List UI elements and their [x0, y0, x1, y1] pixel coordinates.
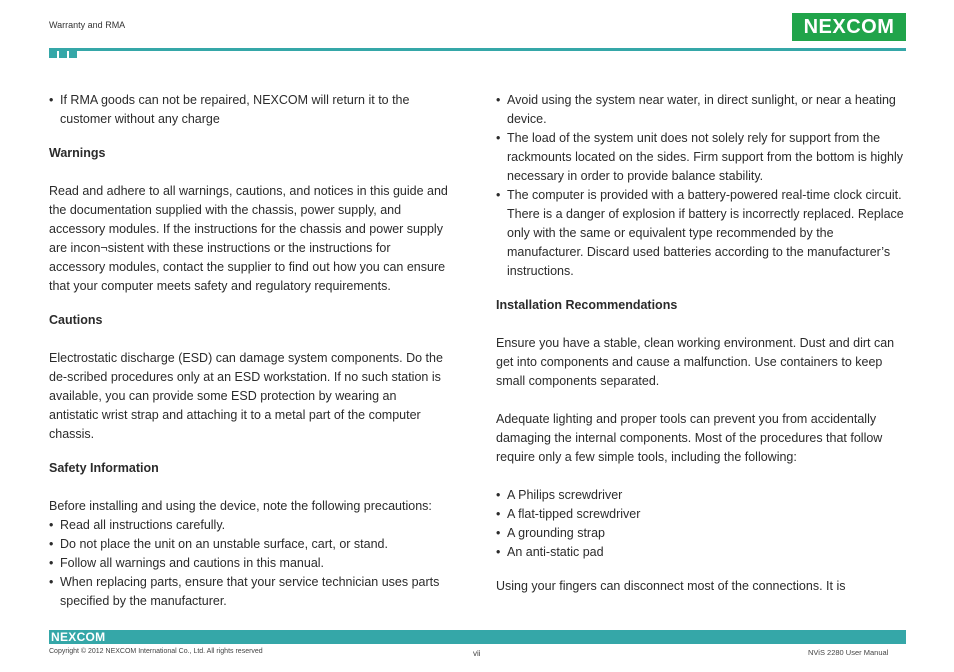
header-square [69, 50, 77, 58]
list-item: • An anti-static pad [496, 543, 908, 562]
left-column [49, 91, 449, 611]
safety-intro: Before installing and using the device, note the following precautions: [49, 499, 432, 513]
list-item: • Avoid using the system near water, in direct sunlight, or near a heating device. [496, 91, 908, 129]
manual-title: NViS 2280 User Manual [808, 648, 889, 657]
list-item: • When replacing parts, ensure that your service technician uses parts specified by the manufacturer. [49, 573, 449, 611]
cautions-text: Electrostatic discharge (ESD) can damage system components. Do the de-scribed procedures only at an ESD workstation. If no such station is available, you can provide some ESD protection by wearing an antistatic wrist strap and attaching it to a metal part of the computer chassis. [49, 351, 443, 441]
page-number: vii [473, 649, 481, 658]
cautions-heading: Cautions [49, 313, 103, 327]
list-item: • Follow all warnings and cautions in this manual. [49, 554, 449, 573]
list-item: • If RMA goods can not be repaired, NEXCOM will return it to the customer without any charge [49, 91, 449, 129]
installation-heading: Installation Recommendations [496, 298, 678, 312]
header-squares [49, 50, 77, 58]
warnings-text: Read and adhere to all warnings, cautions, and notices in this guide and the documentation supplied with the chassis, power supply, and accessory modules. If the instructions for the chassis and power supply are incon¬sistent with these instructions or the instructions for accessory modules, contact the supplier to find out how you can ensure that your computer meets safety and regulatory requirements. [49, 184, 448, 293]
section-title: Warranty and RMA [49, 20, 126, 30]
list-item: • Do not place the unit on an unstable surface, cart, or stand. [49, 535, 449, 554]
list-item: • A grounding strap [496, 524, 908, 543]
installation-para-2: Adequate lighting and proper tools can prevent you from accidentally damaging the internal components. Most of the procedures that follow require only a few simple tools, including the following: [496, 412, 883, 464]
right-column [496, 91, 908, 596]
footer-logo: NEXCOM [51, 630, 106, 644]
nexcom-logo-text: NEXCOM [803, 16, 895, 38]
list-item: • A flat-tipped screwdriver [496, 505, 908, 524]
rma-bullet-list [49, 91, 449, 129]
list-item: • The computer is provided with a battery-powered real-time clock circuit. There is a danger of explosion if battery is incorrectly replaced. Replace only with the same or equivalent type recommended by the manufacturer. Discard used batteries according to the manufacturer’s instructions. [496, 186, 908, 281]
safety-bullet-list [49, 516, 449, 611]
warnings-heading: Warnings [49, 146, 106, 160]
nexcom-logo [792, 13, 906, 41]
tools-bullet-list [496, 486, 908, 562]
list-item: • A Philips screwdriver [496, 486, 908, 505]
footer-bar [49, 630, 906, 644]
list-item: • Read all instructions carefully. [49, 516, 449, 535]
header-square [49, 50, 57, 58]
precautions-bullet-list [496, 91, 908, 281]
installation-para-3: Using your fingers can disconnect most of the connections. It is [496, 579, 846, 593]
installation-para-1: Ensure you have a stable, clean working environment. Dust and dirt can get into components and cause a malfunction. Use containers to keep small components separated. [496, 336, 895, 388]
safety-heading: Safety Information [49, 461, 159, 475]
copyright-text: Copyright © 2012 NEXCOM International Co., Ltd. All rights reserved [49, 648, 263, 655]
header-rule [49, 48, 906, 51]
header-square [59, 50, 67, 58]
list-item: • The load of the system unit does not solely rely for support from the rackmounts located on the sides. Firm support from the bottom is highly necessary in order to provide balance stability. [496, 129, 908, 186]
